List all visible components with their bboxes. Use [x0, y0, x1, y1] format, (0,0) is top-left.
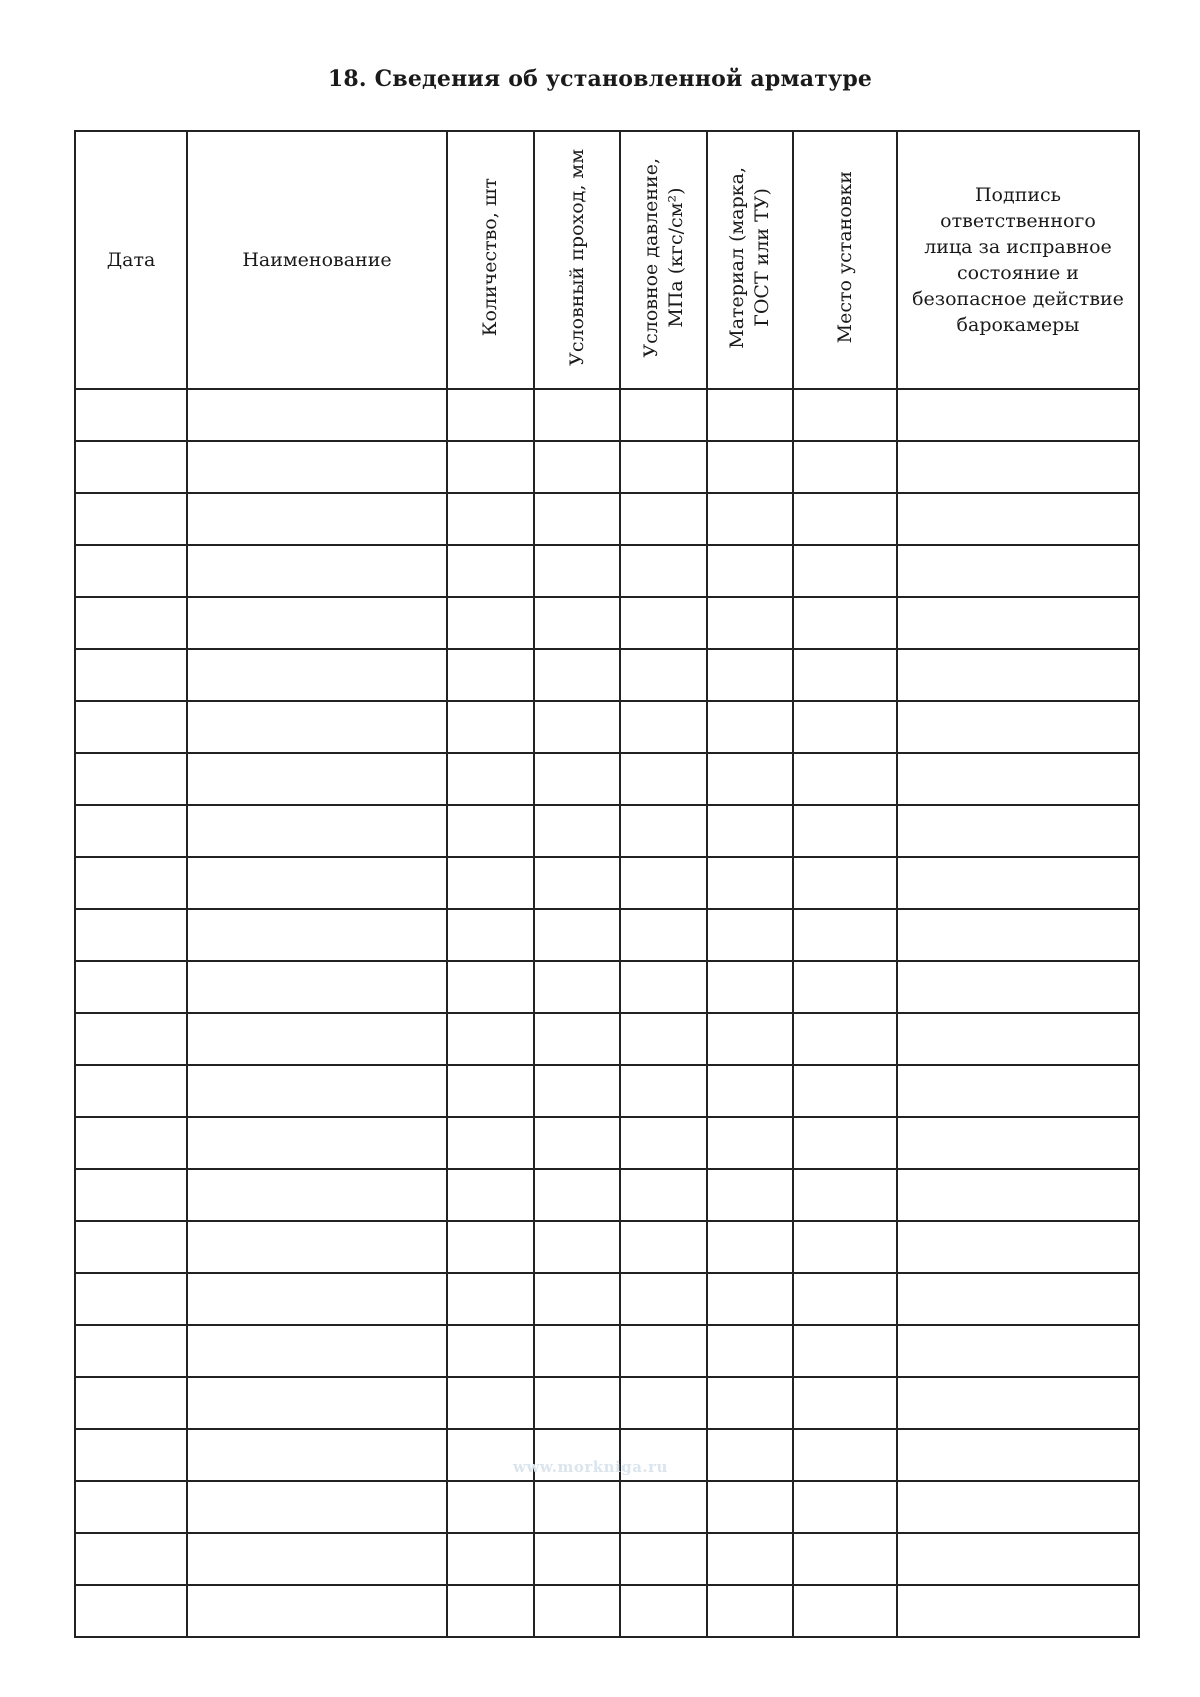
table-cell[interactable] — [707, 1325, 793, 1377]
table-cell[interactable] — [793, 389, 897, 441]
header-quantity: Количество, шт — [447, 131, 534, 389]
table-cell[interactable] — [707, 545, 793, 597]
table-cell[interactable] — [707, 1533, 793, 1585]
table-cell[interactable] — [534, 961, 620, 1013]
table-cell[interactable] — [620, 909, 707, 961]
table-cell[interactable] — [534, 597, 620, 649]
table-cell[interactable] — [620, 701, 707, 753]
table-cell[interactable] — [793, 649, 897, 701]
table-cell[interactable] — [793, 493, 897, 545]
table-cell[interactable] — [447, 1169, 534, 1221]
table-cell[interactable] — [897, 1221, 1139, 1273]
table-cell[interactable] — [620, 857, 707, 909]
table-cell[interactable] — [620, 389, 707, 441]
header-nominal-bore: Условный проход, мм — [534, 131, 620, 389]
table-cell[interactable] — [897, 493, 1139, 545]
table-cell[interactable] — [447, 1273, 534, 1325]
table-cell[interactable] — [187, 1585, 447, 1637]
table-cell[interactable] — [187, 857, 447, 909]
table-cell[interactable] — [75, 1429, 187, 1481]
table-cell[interactable] — [75, 857, 187, 909]
table-cell[interactable] — [707, 597, 793, 649]
table-row — [75, 857, 1139, 909]
table-cell[interactable] — [447, 1377, 534, 1429]
table-cell[interactable] — [707, 1481, 793, 1533]
table-cell[interactable] — [897, 1013, 1139, 1065]
table-cell[interactable] — [447, 597, 534, 649]
table-cell[interactable] — [534, 1273, 620, 1325]
table-cell[interactable] — [620, 441, 707, 493]
table-cell[interactable] — [897, 701, 1139, 753]
table-cell[interactable] — [75, 1013, 187, 1065]
table-cell[interactable] — [793, 545, 897, 597]
table-cell[interactable] — [534, 1169, 620, 1221]
table-cell[interactable] — [187, 805, 447, 857]
table-cell[interactable] — [534, 1533, 620, 1585]
header-row — [75, 131, 1139, 389]
table-cell[interactable] — [620, 1585, 707, 1637]
table-cell[interactable] — [75, 753, 187, 805]
table-row — [75, 1325, 1139, 1377]
table-cell[interactable] — [187, 1481, 447, 1533]
table-cell[interactable] — [620, 597, 707, 649]
table-cell[interactable] — [187, 1325, 447, 1377]
table-cell[interactable] — [534, 1065, 620, 1117]
table-row — [75, 1377, 1139, 1429]
table-cell[interactable] — [75, 1481, 187, 1533]
table-cell[interactable] — [75, 1169, 187, 1221]
table-cell[interactable] — [620, 545, 707, 597]
table-cell[interactable] — [793, 1065, 897, 1117]
table-cell[interactable] — [897, 389, 1139, 441]
table-cell[interactable] — [897, 805, 1139, 857]
table-row — [75, 1169, 1139, 1221]
table-cell[interactable] — [620, 649, 707, 701]
table-cell[interactable] — [534, 1013, 620, 1065]
table-cell[interactable] — [187, 753, 447, 805]
table-cell[interactable] — [447, 649, 534, 701]
table-cell[interactable] — [534, 1377, 620, 1429]
table-cell[interactable] — [897, 1377, 1139, 1429]
table-cell[interactable] — [620, 493, 707, 545]
table-cell[interactable] — [620, 1273, 707, 1325]
table-cell[interactable] — [447, 1325, 534, 1377]
armature-table — [74, 130, 1140, 1638]
table-cell[interactable] — [534, 1117, 620, 1169]
table-cell[interactable] — [897, 597, 1139, 649]
header-signature: Подпись ответственного лица за исправное состояние и безопасное действие барокамеры — [897, 131, 1139, 389]
table-cell[interactable] — [447, 1221, 534, 1273]
table-cell[interactable] — [187, 493, 447, 545]
table-cell[interactable] — [793, 441, 897, 493]
table-cell[interactable] — [620, 1221, 707, 1273]
table-cell[interactable] — [187, 1117, 447, 1169]
table-cell[interactable] — [707, 1429, 793, 1481]
table-cell[interactable] — [75, 961, 187, 1013]
table-cell[interactable] — [187, 649, 447, 701]
table-cell[interactable] — [707, 1273, 793, 1325]
table-cell[interactable] — [75, 1377, 187, 1429]
table-cell[interactable] — [187, 1429, 447, 1481]
table-cell[interactable] — [793, 1325, 897, 1377]
table-cell[interactable] — [75, 701, 187, 753]
table-cell[interactable] — [534, 805, 620, 857]
table-row — [75, 493, 1139, 545]
table-row — [75, 753, 1139, 805]
table-cell[interactable] — [447, 701, 534, 753]
table-cell[interactable] — [620, 1117, 707, 1169]
table-cell[interactable] — [620, 1377, 707, 1429]
table-cell[interactable] — [75, 909, 187, 961]
table-row — [75, 597, 1139, 649]
table-cell[interactable] — [75, 805, 187, 857]
table-cell[interactable] — [707, 1013, 793, 1065]
table-cell[interactable] — [75, 493, 187, 545]
table-cell[interactable] — [897, 961, 1139, 1013]
table-cell[interactable] — [75, 1533, 187, 1585]
table-cell[interactable] — [75, 597, 187, 649]
table-cell[interactable] — [620, 1013, 707, 1065]
table-cell[interactable] — [447, 441, 534, 493]
table-cell[interactable] — [793, 1585, 897, 1637]
table-cell[interactable] — [620, 805, 707, 857]
header-install-location: Место установки — [793, 131, 897, 389]
table-cell[interactable] — [793, 1013, 897, 1065]
table-cell[interactable] — [75, 649, 187, 701]
table-cell[interactable] — [75, 545, 187, 597]
table-cell[interactable] — [447, 1585, 534, 1637]
table-cell[interactable] — [897, 545, 1139, 597]
table-cell[interactable] — [447, 1013, 534, 1065]
table-cell[interactable] — [187, 1065, 447, 1117]
table-cell[interactable] — [187, 1013, 447, 1065]
header-nominal-pressure: Условное давление, МПа (кгс/см²) — [620, 131, 707, 389]
table-cell[interactable] — [447, 753, 534, 805]
table-cell[interactable] — [534, 441, 620, 493]
table-row — [75, 1065, 1139, 1117]
table-cell[interactable] — [534, 389, 620, 441]
table-cell[interactable] — [897, 1117, 1139, 1169]
table-cell[interactable] — [897, 441, 1139, 493]
table-cell[interactable] — [187, 1533, 447, 1585]
table-cell[interactable] — [793, 1117, 897, 1169]
table-cell[interactable] — [75, 1117, 187, 1169]
table-cell[interactable] — [707, 1585, 793, 1637]
table-cell[interactable] — [897, 1169, 1139, 1221]
table-cell[interactable] — [620, 1481, 707, 1533]
table-cell[interactable] — [707, 857, 793, 909]
table-cell[interactable] — [897, 857, 1139, 909]
table-row — [75, 909, 1139, 961]
table-cell[interactable] — [707, 805, 793, 857]
table-cell[interactable] — [707, 909, 793, 961]
table-cell[interactable] — [187, 1221, 447, 1273]
table-cell[interactable] — [897, 1065, 1139, 1117]
table-cell[interactable] — [534, 753, 620, 805]
table-cell[interactable] — [793, 805, 897, 857]
table-cell[interactable] — [75, 389, 187, 441]
table-cell[interactable] — [75, 1221, 187, 1273]
table-cell[interactable] — [534, 701, 620, 753]
table-cell[interactable] — [75, 441, 187, 493]
table-cell[interactable] — [534, 493, 620, 545]
table-cell[interactable] — [707, 961, 793, 1013]
table-cell[interactable] — [75, 1325, 187, 1377]
table-cell[interactable] — [447, 1481, 534, 1533]
table-cell[interactable] — [707, 753, 793, 805]
table-cell[interactable] — [793, 909, 897, 961]
table-cell[interactable] — [447, 805, 534, 857]
table-row — [75, 389, 1139, 441]
table-cell[interactable] — [707, 441, 793, 493]
table-cell[interactable] — [793, 1273, 897, 1325]
page-title: 18. Сведения об установленной арматуре — [327, 66, 873, 92]
table-cell[interactable] — [187, 441, 447, 493]
table-cell[interactable] — [447, 909, 534, 961]
table-cell[interactable] — [793, 753, 897, 805]
table-cell[interactable] — [707, 701, 793, 753]
table-cell[interactable] — [707, 1117, 793, 1169]
table-cell[interactable] — [187, 1273, 447, 1325]
table-cell[interactable] — [187, 545, 447, 597]
table-row — [75, 1585, 1139, 1637]
table-cell[interactable] — [75, 1273, 187, 1325]
table-cell[interactable] — [187, 389, 447, 441]
table-cell[interactable] — [707, 1065, 793, 1117]
table-cell[interactable] — [793, 1169, 897, 1221]
table-cell[interactable] — [534, 857, 620, 909]
table-cell[interactable] — [897, 753, 1139, 805]
table-cell[interactable] — [187, 961, 447, 1013]
table-cell[interactable] — [447, 857, 534, 909]
header-date: Дата — [75, 131, 187, 389]
table-cell[interactable] — [447, 1533, 534, 1585]
table-cell[interactable] — [793, 1429, 897, 1481]
table-row — [75, 1013, 1139, 1065]
table-cell[interactable] — [707, 493, 793, 545]
table-cell[interactable] — [534, 1221, 620, 1273]
table-cell[interactable] — [793, 1377, 897, 1429]
table-cell[interactable] — [897, 1325, 1139, 1377]
table-cell[interactable] — [793, 597, 897, 649]
watermark: www.morkniga.ru — [513, 1458, 668, 1476]
table-cell[interactable] — [897, 649, 1139, 701]
table-row — [75, 1117, 1139, 1169]
table-cell[interactable] — [75, 1065, 187, 1117]
table-cell[interactable] — [793, 857, 897, 909]
table-row — [75, 1481, 1139, 1533]
table-cell[interactable] — [534, 545, 620, 597]
table-cell[interactable] — [447, 1117, 534, 1169]
table-cell[interactable] — [707, 649, 793, 701]
table-cell[interactable] — [793, 701, 897, 753]
table-body — [75, 389, 1139, 1637]
header-material: Материал (марка, ГОСТ или ТУ) — [707, 131, 793, 389]
table-row — [75, 701, 1139, 753]
table-cell[interactable] — [793, 1221, 897, 1273]
table-row — [75, 961, 1139, 1013]
header-name: Наименование — [187, 131, 447, 389]
table-cell[interactable] — [187, 597, 447, 649]
table-row — [75, 545, 1139, 597]
table-cell[interactable] — [187, 701, 447, 753]
table-cell[interactable] — [897, 1273, 1139, 1325]
table-row — [75, 805, 1139, 857]
table-cell[interactable] — [793, 1481, 897, 1533]
table-row — [75, 1533, 1139, 1585]
table-cell[interactable] — [534, 1481, 620, 1533]
table-cell[interactable] — [447, 493, 534, 545]
table-cell[interactable] — [187, 1377, 447, 1429]
table-cell[interactable] — [447, 961, 534, 1013]
table-cell[interactable] — [620, 1533, 707, 1585]
table-cell[interactable] — [534, 1325, 620, 1377]
table-cell[interactable] — [897, 1429, 1139, 1481]
table-row — [75, 649, 1139, 701]
table-cell[interactable] — [897, 909, 1139, 961]
table-cell[interactable] — [534, 649, 620, 701]
table-cell[interactable] — [897, 1481, 1139, 1533]
table-cell[interactable] — [447, 389, 534, 441]
table-cell[interactable] — [534, 1585, 620, 1637]
table-cell[interactable] — [620, 1169, 707, 1221]
table-cell[interactable] — [534, 909, 620, 961]
table-cell[interactable] — [447, 545, 534, 597]
table-cell[interactable] — [447, 1065, 534, 1117]
table-row — [75, 441, 1139, 493]
table-cell[interactable] — [707, 389, 793, 441]
table-cell[interactable] — [187, 1169, 447, 1221]
table-cell[interactable] — [707, 1169, 793, 1221]
table-row — [75, 1221, 1139, 1273]
table-cell[interactable] — [75, 1585, 187, 1637]
table-cell[interactable] — [620, 753, 707, 805]
table-cell[interactable] — [620, 961, 707, 1013]
table-cell[interactable] — [793, 961, 897, 1013]
table-cell[interactable] — [793, 1533, 897, 1585]
table-cell[interactable] — [620, 1065, 707, 1117]
table-cell[interactable] — [187, 909, 447, 961]
table-cell[interactable] — [897, 1533, 1139, 1585]
table-cell[interactable] — [707, 1221, 793, 1273]
table-cell[interactable] — [707, 1377, 793, 1429]
table-cell[interactable] — [897, 1585, 1139, 1637]
table-row — [75, 1273, 1139, 1325]
table-cell[interactable] — [620, 1325, 707, 1377]
